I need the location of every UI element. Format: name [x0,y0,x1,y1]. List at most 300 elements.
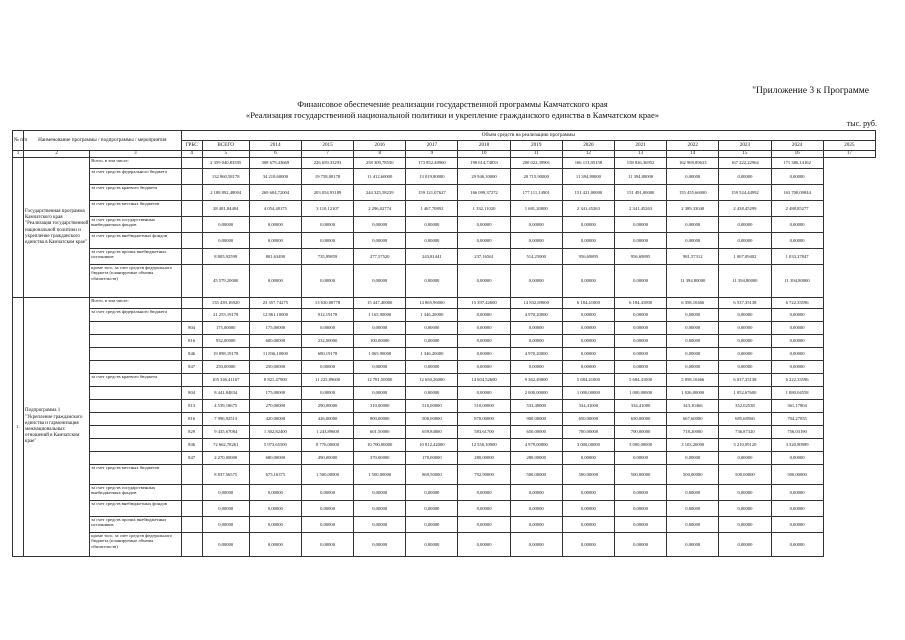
year-value: 0,00000 [354,387,406,400]
year-value: 280,00000 [510,452,562,465]
year-value: 2 296,02774 [354,201,406,217]
funding-source [90,400,181,413]
year-value: 0,00000 [562,452,614,465]
table-row [13,158,876,169]
year-value: 11 394,80000 [719,265,771,298]
year-value: 0,00000 [458,265,510,298]
funding-source: за счет средств краевого бюджета [90,374,181,387]
funding-source [90,426,181,439]
table-row [13,309,876,322]
table-row [13,387,876,400]
year-value: 736,87320 [719,426,771,439]
year-value: 6 358,10466 [667,298,719,309]
funding-source: за счет средств внебюджетных фондов [90,233,181,249]
year-value: 0,00000 [510,322,562,335]
year-value: 0,00000 [771,533,823,557]
year-value: 0,00000 [614,501,666,517]
year-value: 756,03190 [771,426,823,439]
year-value: 718,20000 [667,426,719,439]
grbs-code [181,201,202,217]
year-value: 0,00000 [354,322,406,335]
funding-source: за счет средств государственных внебюджетных фондов [90,485,181,501]
year-value: 290,00000 [301,400,353,413]
year-value: 11 225,89600 [301,374,353,387]
year-value: 8 776,00000 [301,439,353,452]
year-value: 0,00000 [614,335,666,348]
year-value: 0,00000 [719,322,771,335]
year-value: 0,00000 [458,533,510,557]
year-value: 0,00000 [562,217,614,233]
year-value: 0,00000 [458,387,510,400]
year-value: 0,00000 [719,517,771,533]
year-value: 0,00000 [719,233,771,249]
year-value: 0,00000 [562,335,614,348]
year-value: 0,00000 [301,217,353,233]
year-value: 0,00000 [667,169,719,185]
grbs-code: 804 [181,387,202,400]
year-value: 0,00000 [667,233,719,249]
header-year: 2019 [510,141,562,151]
year-value: 343,10466 [667,400,719,413]
year-value: 0,00000 [771,348,823,361]
grbs-code [181,233,202,249]
year-value: 0,00000 [510,533,562,557]
year-value: 500,00000 [667,465,719,485]
total-value: 135 439,16920 [202,298,249,309]
total-value: 8 837,56575 [202,465,249,485]
year-value: 650,00000 [614,413,666,426]
year-value: 0,00000 [510,501,562,517]
year-value: 0,00000 [510,335,562,348]
year-value: 426,00000 [301,413,353,426]
year-value: 792,90000 [458,465,510,485]
year-value: 11 394,80000 [614,169,666,185]
year-value: 15 397,42600 [458,298,510,309]
year-value: 0,00000 [562,233,614,249]
year-value: 0,00000 [614,361,666,374]
year-value: 1 302,82400 [249,426,301,439]
grbs-code: 804 [181,322,202,335]
table-row [13,413,876,426]
grbs-code [181,374,202,387]
year-value: 700,00000 [614,426,666,439]
header-year: 2025 [823,141,875,151]
total-value: 2 270,00000 [202,452,249,465]
year-value: 0,00000 [406,485,458,501]
table-row [13,322,876,335]
year-value: 583,61700 [458,426,510,439]
year-value: 0,00000 [301,233,353,249]
year-value: 352,02538 [719,400,771,413]
year-value: 0,00000 [667,517,719,533]
funding-source: за счет средств внебюджетных фондов [90,501,181,517]
table-row [13,533,876,557]
year-value: 3 000,00000 [614,439,666,452]
year-value: 601,50000 [354,426,406,439]
total-value: 8 805,92599 [202,249,249,265]
grbs-code [181,158,202,169]
header-year: 2020 [562,141,614,151]
year-value: 0,00000 [406,265,458,298]
header-volume: Объем средств на реализацию программы [181,131,875,141]
funding-source: за счет средств федерального бюджета [90,169,181,185]
year-value: 0,00000 [406,361,458,374]
year-value: 801,63490 [249,249,301,265]
year-value: 0,00000 [667,335,719,348]
year-value: 177 111,14901 [510,185,562,201]
year-value: 1 000,00000 [614,387,666,400]
year-value: 0,00000 [458,335,510,348]
total-value: 175,00000 [202,322,249,335]
year-value: 11 412,60000 [354,169,406,185]
table-row [13,217,876,233]
year-value: 0,00000 [614,309,666,322]
year-value: 29 946,10000 [458,169,510,185]
year-value: 0,00000 [354,533,406,557]
year-value: 490,00000 [301,452,353,465]
funding-source: за счет средств краевого бюджета [90,185,181,201]
program-name: Подпрограмма 1 "Укрепление гражданского единства и гармонизация межнациональных отношений в Камчатском крае" [24,298,90,557]
year-value: 510,00000 [458,400,510,413]
column-number: 15 [719,151,771,158]
year-value: 500,00000 [771,465,823,485]
year-value: 4 970,20000 [510,309,562,322]
year-value: 5 973,65500 [249,439,301,452]
year-value: 1 500,00000 [301,465,353,485]
header-year: 2016 [354,141,406,151]
year-value: 175,00000 [249,322,301,335]
year-value: 0,00000 [667,322,719,335]
year-value: 0,00000 [667,452,719,465]
grbs-code [181,485,202,501]
year-value: 0,00000 [510,517,562,533]
total-value: 0,00000 [202,533,249,557]
funding-source: Всего, в том числе: [90,158,181,169]
year-value: 1 500,00000 [354,465,406,485]
year-value: 244 325,58239 [354,185,406,201]
grbs-code [181,517,202,533]
year-value: 0,00000 [771,335,823,348]
year-value: 2 488,85277 [771,201,823,217]
grbs-code: 846 [181,348,202,361]
year-value: 0,00000 [719,335,771,348]
year-value: 0,00000 [562,533,614,557]
funding-source [90,452,181,465]
grbs-code: 813 [181,400,202,413]
year-value: 0,00000 [562,517,614,533]
year-value: 0,00000 [406,387,458,400]
funding-source [90,387,181,400]
year-value: 34 218,60000 [249,169,301,185]
year-value: 370,00000 [354,452,406,465]
header-year: 2023 [719,141,771,151]
year-value: 1 243,89600 [301,426,353,439]
year-value: 0,00000 [354,233,406,249]
year-value: 0,00000 [249,533,301,557]
table-row [13,465,876,485]
year-value: 704,27055 [771,413,823,426]
total-value: 0,00000 [202,217,249,233]
year-value: 0,00000 [667,309,719,322]
year-value: 6 184,41000 [562,298,614,309]
year-value: 258 309,78530 [354,158,406,169]
year-value: 500,00000 [614,465,666,485]
column-number: 4 [181,151,202,158]
year-value: 0,00000 [458,485,510,501]
year-value: 514,25000 [510,249,562,265]
table-row [13,361,876,374]
year-value: 0,00000 [354,217,406,233]
total-value: 2 188 892,48004 [202,185,249,201]
year-value: 6 537,35138 [719,298,771,309]
year-value: 0,00000 [719,217,771,233]
year-value: 0,00000 [667,501,719,517]
grbs-code: 816 [181,413,202,426]
year-value: 650,00000 [510,426,562,439]
grbs-code [181,298,202,309]
year-value: 167 222,22964 [719,158,771,169]
year-value: 0,00000 [406,501,458,517]
year-value: 11 394,80000 [667,265,719,298]
year-value: 680,00000 [249,452,301,465]
funding-source: кроме того, за счет средств федерального бюджета (планируемые объемы обязательств) [90,265,181,298]
year-value: 9 362,49000 [510,374,562,387]
year-value: 203 054,93189 [301,185,353,201]
table-row [13,265,876,298]
grbs-code: 846 [181,439,202,452]
year-value: 15 447,40000 [354,298,406,309]
column-number: 3 [90,151,181,158]
year-value: 1 007,09402 [719,249,771,265]
table-row [13,335,876,348]
year-value: 0,00000 [771,485,823,501]
year-value: 280,00000 [458,452,510,465]
year-value: 151 421,00000 [562,185,614,201]
year-value: 19 758,08178 [301,169,353,185]
year-value: 0,00000 [771,361,823,374]
year-value: 23 357,74275 [249,298,301,309]
funding-source: за счет средств федерального бюджета [90,309,181,322]
funding-source: за счет средств государственных внебюджетных фондов [90,217,181,233]
year-value: 0,00000 [771,233,823,249]
year-value: 0,00000 [510,361,562,374]
total-value: 105 346,41167 [202,374,249,387]
year-value: 0,00000 [458,322,510,335]
year-value: 3 320,80989 [771,439,823,452]
grbs-code [181,169,202,185]
year-value: 650,00000 [562,413,614,426]
header-year: 2018 [458,141,510,151]
total-value: 45 579,20000 [202,265,249,298]
year-value: 0,00000 [614,265,666,298]
year-value: 3 110,12107 [301,201,353,217]
year-value: 500,00000 [406,413,458,426]
year-value: 226 659,33293 [301,158,353,169]
year-value: 232,00000 [301,335,353,348]
year-value: 1 467,70892 [406,201,458,217]
funding-source [90,413,181,426]
year-value: 10 700,00000 [354,439,406,452]
year-value: 0,00000 [301,517,353,533]
column-number: 5 [202,151,249,158]
year-value: 0,00000 [771,452,823,465]
funding-source [90,322,181,335]
year-value: 981,57312 [667,249,719,265]
total-value: 7 996,92513 [202,413,249,426]
year-value: 0,00000 [562,322,614,335]
year-value: 1 346,20000 [406,348,458,361]
year-value: 100,00000 [354,335,406,348]
budget-table [12,130,876,557]
funding-source [90,348,181,361]
year-value: 0,00000 [562,501,614,517]
year-value: 659,84000 [406,426,458,439]
year-value: 175,00000 [249,387,301,400]
year-value: 675,16375 [249,465,301,485]
column-number: 1 [13,151,24,158]
grbs-code [181,533,202,557]
year-value: 0,00000 [510,265,562,298]
header-total: ВСЕГО [202,141,249,151]
year-value: 0,00000 [771,501,823,517]
year-value: 10 812,42000 [406,439,458,452]
table-row [13,185,876,201]
year-value: 1 332,11020 [458,201,510,217]
year-value: 0,00000 [406,335,458,348]
year-value: 4 970,20000 [510,348,562,361]
title-line-1: Финансовое обеспечение реализации государственной программы Камчатского края [297,99,608,109]
year-value: 173 852,48960 [406,158,458,169]
year-value: 0,00000 [301,533,353,557]
year-value: 685,68560 [719,413,771,426]
year-value: 4 054,48175 [249,201,301,217]
year-value: 5 684,41000 [562,374,614,387]
year-value: 0,00000 [562,348,614,361]
year-value: 6 722,33596 [771,298,823,309]
table-row [13,400,876,413]
year-value: 0,00000 [458,233,510,249]
year-value: 0,00000 [614,322,666,335]
year-value: 13 019,80000 [406,169,458,185]
table-row [13,201,876,217]
year-value: 5 858,10466 [667,374,719,387]
year-value: 0,00000 [719,361,771,374]
grbs-code: 847 [181,361,202,374]
year-value: 14 865,96000 [406,298,458,309]
total-value: 0,00000 [202,485,249,501]
total-value: 28 481,84404 [202,201,249,217]
total-value: 0,00000 [202,517,249,533]
grbs-code [181,265,202,298]
year-value: 0,00000 [249,501,301,517]
year-value: 0,00000 [510,217,562,233]
year-value: 912,19178 [301,309,353,322]
year-value: 0,00000 [354,517,406,533]
table-row [13,426,876,439]
year-value: 198 614,74833 [458,158,510,169]
total-value: 0,00000 [202,233,249,249]
year-value: 171 386,14162 [771,158,823,169]
table-row [13,249,876,265]
funding-source: за счет средств прочих внебюджетных источников [90,517,181,533]
year-value: 1 346,20000 [406,309,458,322]
year-value: 3 103,20000 [667,439,719,452]
year-value: 12 556,10900 [458,439,510,452]
year-value: 2 000,00000 [510,387,562,400]
year-value: 0,00000 [249,265,301,298]
funding-source [90,439,181,452]
year-value: 1 000,00000 [562,387,614,400]
year-value: 1 033,27847 [771,249,823,265]
header-year: 2015 [301,141,353,151]
year-value: 158 826,36952 [614,158,666,169]
table-row [13,452,876,465]
grbs-code: 829 [181,426,202,439]
year-value: 361,17804 [771,400,823,413]
column-number: 8 [354,151,406,158]
year-value: 5 684,41000 [614,374,666,387]
year-value: 12 781,50000 [354,374,406,387]
year-value: 500,00000 [719,465,771,485]
year-value: 2 341,45263 [562,201,614,217]
year-value: 0,00000 [406,533,458,557]
grbs-code: 847 [181,452,202,465]
year-value: 0,00000 [301,387,353,400]
year-value: 2 389,33040 [667,201,719,217]
appendix-label: "Приложение 3 к Программе [752,86,869,96]
year-value: 0,00000 [406,233,458,249]
funding-source [90,335,181,348]
year-value: 8 821,47900 [249,374,301,387]
year-value: 0,00000 [458,309,510,322]
page-title [0,99,905,121]
table-row [13,348,876,361]
year-value: 200 022,39901 [510,158,562,169]
year-value: 0,00000 [614,452,666,465]
header-year: 2021 [614,141,666,151]
year-value: 14 604,52600 [458,374,510,387]
year-value: 0,00000 [562,485,614,501]
header-grbs: ГРБС [181,141,202,151]
column-number: 7 [301,151,353,158]
table-row [13,517,876,533]
grbs-code [181,465,202,485]
row-number: 1. [13,298,24,557]
year-value: 0,00000 [406,217,458,233]
year-value: 0,00000 [771,517,823,533]
year-value: 0,00000 [614,485,666,501]
year-value: 0,00000 [719,485,771,501]
year-value: 0,00000 [406,517,458,533]
year-value: 870,00000 [458,413,510,426]
year-value: 420,00000 [249,413,301,426]
funding-source: за счет средств местных бюджетов [90,465,181,485]
header-year: 2024 [771,141,823,151]
year-value: 900,00000 [510,413,562,426]
year-value: 0,00000 [771,169,823,185]
year-value: 0,00000 [458,517,510,533]
year-value: 869,50000 [406,465,458,485]
grbs-code [181,249,202,265]
total-value: 932,00000 [202,335,249,348]
funding-source [90,361,181,374]
year-value: 0,00000 [614,217,666,233]
year-value: 0,00000 [771,309,823,322]
column-number: 6 [249,151,301,158]
year-value: 166 113,95158 [562,158,614,169]
year-value: 20 715,90000 [510,169,562,185]
year-value: 0,00000 [301,322,353,335]
